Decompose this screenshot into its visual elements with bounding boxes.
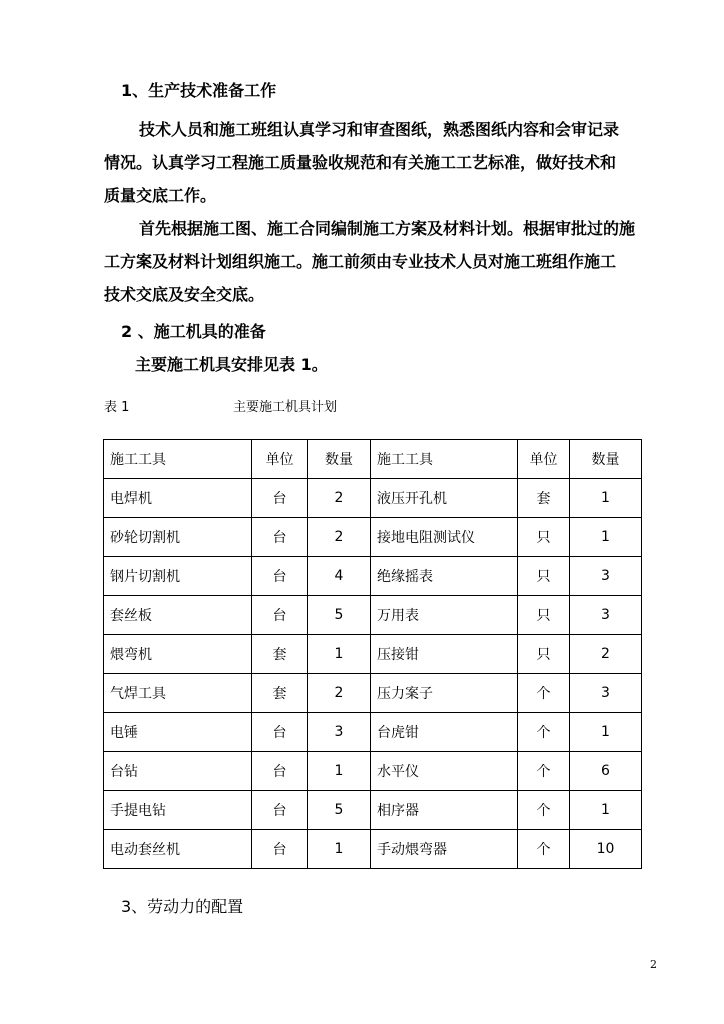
- table-cell: 1: [308, 635, 371, 674]
- table-cell: 套: [252, 635, 308, 674]
- table-cell: 个: [518, 752, 570, 791]
- table-cell: 套: [252, 674, 308, 713]
- table-cell: 万用表: [371, 596, 518, 635]
- table-cell: 电焊机: [104, 479, 252, 518]
- page-number: 2: [650, 958, 657, 971]
- header-cell: 数量: [570, 440, 642, 479]
- table-cell: 煨弯机: [104, 635, 252, 674]
- section-1-paragraph-2: [104, 212, 664, 311]
- table-cell: 只: [518, 596, 570, 635]
- table-cell: 气焊工具: [104, 674, 252, 713]
- table-cell: 台: [252, 791, 308, 830]
- table-cell: 2: [570, 635, 642, 674]
- table-row: [104, 752, 642, 791]
- table-caption-number: 表 1: [104, 400, 130, 415]
- table-cell: 台: [252, 557, 308, 596]
- table-row: [104, 557, 642, 596]
- equipment-table: [103, 439, 642, 869]
- table-cell: 5: [308, 791, 371, 830]
- table-header-row: [104, 440, 642, 479]
- table-cell: 电锤: [104, 713, 252, 752]
- table-cell: 2: [308, 674, 371, 713]
- table-cell: 台: [252, 596, 308, 635]
- table-cell: 2: [308, 518, 371, 557]
- table-cell: 液压开孔机: [371, 479, 518, 518]
- table-cell: 1: [308, 752, 371, 791]
- table-cell: 3: [570, 674, 642, 713]
- header-cell: 单位: [518, 440, 570, 479]
- table-cell: 手动煨弯器: [371, 830, 518, 869]
- table-cell: 3: [570, 557, 642, 596]
- table-cell: 个: [518, 830, 570, 869]
- table-cell: 手提电钻: [104, 791, 252, 830]
- paragraph-line: 情况。认真学习工程施工质量验收规范和有关施工工艺标准，做好技术和: [104, 153, 617, 172]
- table-row: [104, 791, 642, 830]
- table-cell: 3: [308, 713, 371, 752]
- table-cell: 接地电阻测试仪: [371, 518, 518, 557]
- table-cell: 1: [308, 830, 371, 869]
- table-cell: 只: [518, 557, 570, 596]
- table-cell: 台: [252, 479, 308, 518]
- section-3-heading: 3、劳动力的配置: [121, 897, 244, 916]
- table-cell: 台: [252, 752, 308, 791]
- table-cell: 个: [518, 713, 570, 752]
- table-cell: 2: [308, 479, 371, 518]
- table-row: [104, 713, 642, 752]
- table-cell: 绝缘摇表: [371, 557, 518, 596]
- table-cell: 钢片切割机: [104, 557, 252, 596]
- table-cell: 台: [252, 830, 308, 869]
- table-cell: 台: [252, 518, 308, 557]
- table-cell: 6: [570, 752, 642, 791]
- table-cell: 个: [518, 791, 570, 830]
- table-cell: 台虎钳: [371, 713, 518, 752]
- table-cell: 10: [570, 830, 642, 869]
- table-cell: 压力案子: [371, 674, 518, 713]
- table-caption-title: 主要施工机具计划: [233, 400, 338, 415]
- table-row: [104, 596, 642, 635]
- table-reference-note: 主要施工机具安排见表 1。: [135, 355, 328, 374]
- table-cell: 只: [518, 635, 570, 674]
- section-2-heading: 2 、施工机具的准备: [121, 322, 266, 341]
- table-cell: 1: [570, 791, 642, 830]
- header-cell: 施工工具: [371, 440, 518, 479]
- table-cell: 1: [570, 479, 642, 518]
- table-cell: 电动套丝机: [104, 830, 252, 869]
- paragraph-line: 首先根据施工图、施工合同编制施工方案及材料计划。根据审批过的施: [139, 219, 636, 238]
- table-cell: 套: [518, 479, 570, 518]
- table-cell: 相序器: [371, 791, 518, 830]
- table-cell: 个: [518, 674, 570, 713]
- paragraph-line: 工方案及材料计划组织施工。施工前须由专业技术人员对施工班组作施工: [104, 252, 617, 271]
- section-1-paragraph-1: [104, 113, 664, 212]
- header-cell: 数量: [308, 440, 371, 479]
- header-cell: 单位: [252, 440, 308, 479]
- header-cell: 施工工具: [104, 440, 252, 479]
- table-cell: 台钻: [104, 752, 252, 791]
- table-row: [104, 479, 642, 518]
- table-cell: 砂轮切割机: [104, 518, 252, 557]
- table-cell: 1: [570, 518, 642, 557]
- table-cell: 只: [518, 518, 570, 557]
- paragraph-line: 技术人员和施工班组认真学习和审查图纸，熟悉图纸内容和会审记录: [139, 120, 620, 139]
- table-cell: 台: [252, 713, 308, 752]
- table-cell: 水平仪: [371, 752, 518, 791]
- table-cell: 4: [308, 557, 371, 596]
- table-row: [104, 518, 642, 557]
- table-cell: 压接钳: [371, 635, 518, 674]
- table-cell: 套丝板: [104, 596, 252, 635]
- table-row: [104, 635, 642, 674]
- section-1-heading: 1、生产技术准备工作: [121, 81, 277, 100]
- table-row: [104, 674, 642, 713]
- table-cell: 5: [308, 596, 371, 635]
- paragraph-line: 技术交底及安全交底。: [104, 285, 265, 304]
- table-row: [104, 830, 642, 869]
- table-cell: 3: [570, 596, 642, 635]
- table-cell: 1: [570, 713, 642, 752]
- paragraph-line: 质量交底工作。: [104, 186, 217, 205]
